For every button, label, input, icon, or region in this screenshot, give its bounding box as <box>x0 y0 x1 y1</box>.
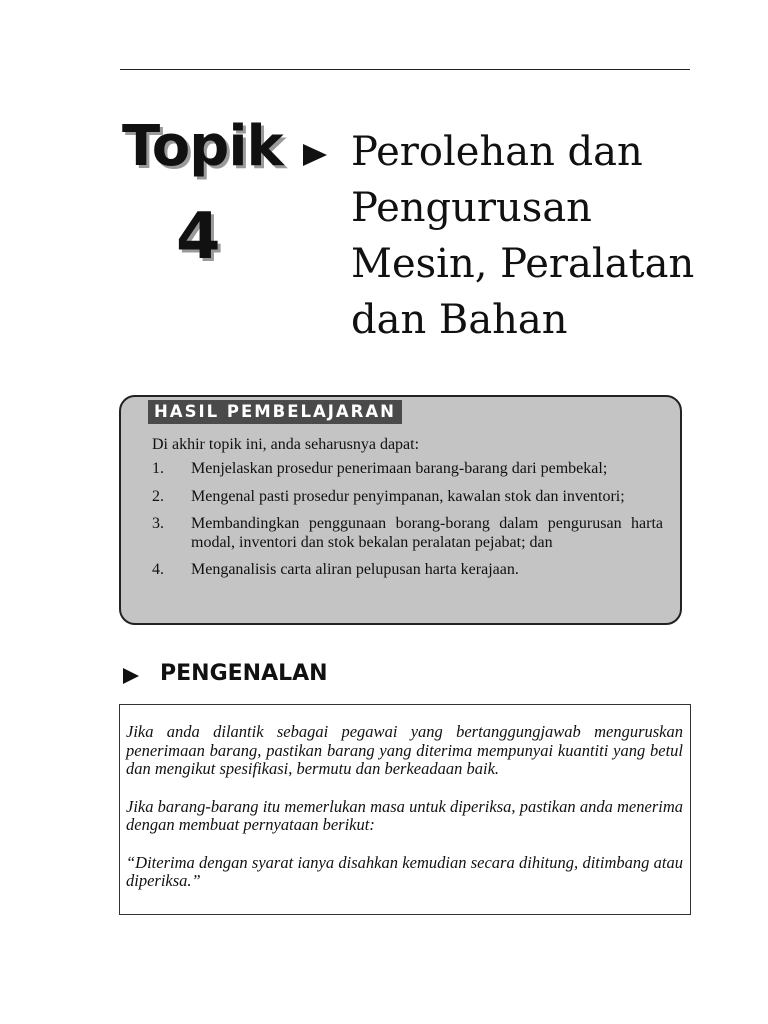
intro-box-content <box>126 723 683 910</box>
chapter-title-line: Perolehan dan <box>351 129 643 175</box>
chapter-title <box>351 124 751 348</box>
top-rule <box>120 69 690 70</box>
outcome-text: Mengenal pasti prosedur penyimpanan, kawalan stok dan inventori; <box>191 487 625 505</box>
chapter-title-line: Mesin, Peralatan <box>351 241 695 287</box>
learning-outcomes-heading: HASIL PEMBELAJARAN <box>148 400 402 424</box>
outcome-item <box>152 515 663 552</box>
chapter-title-line: Pengurusan <box>351 185 592 231</box>
outcome-number: 2. <box>152 487 164 505</box>
intro-paragraph: Jika anda dilantik sebagai pegawai yang bertanggungjawab menguruskan penerimaan barang, pastikan barang yang diterima mempunyai kuantiti yang betul dan mengikut spesifikasi, bermutu dan berkeadaan baik. <box>126 722 683 778</box>
right-triangle-icon <box>301 140 331 170</box>
topic-number: 4 <box>176 200 220 274</box>
learning-outcomes-intro: Di akhir topik ini, anda seharusnya dapat: <box>152 436 420 453</box>
outcome-item <box>152 488 663 507</box>
section-heading: PENGENALAN <box>160 661 328 686</box>
outcome-text: Membandingkan penggunaan borang-borang dalam pengurusan harta modal, inventori dan stok bekalan peralatan pejabat; dan <box>191 515 663 551</box>
right-triangle-icon <box>122 667 140 685</box>
outcome-number: 1. <box>152 460 164 477</box>
outcome-text: Menganalisis carta aliran pelupusan harta kerajaan. <box>191 561 519 578</box>
intro-paragraph: Jika barang-barang itu memerlukan masa untuk diperiksa, pastikan anda menerima dengan membuat pernyataan berikut: <box>126 796 683 834</box>
outcome-item <box>152 561 663 580</box>
outcome-number: 4. <box>152 561 164 578</box>
intro-paragraph: “Diterima dengan syarat ianya disahkan kemudian secara dihitung, ditimbang atau diperiksa.” <box>126 852 683 890</box>
outcome-number: 3. <box>152 515 164 532</box>
outcome-item <box>152 460 663 479</box>
topic-label: Topik <box>122 114 283 179</box>
chapter-title-line: dan Bahan <box>351 297 568 343</box>
learning-outcomes-list <box>152 460 663 589</box>
outcome-text: Menjelaskan prosedur penerimaan barang-barang dari pembekal; <box>191 460 608 477</box>
